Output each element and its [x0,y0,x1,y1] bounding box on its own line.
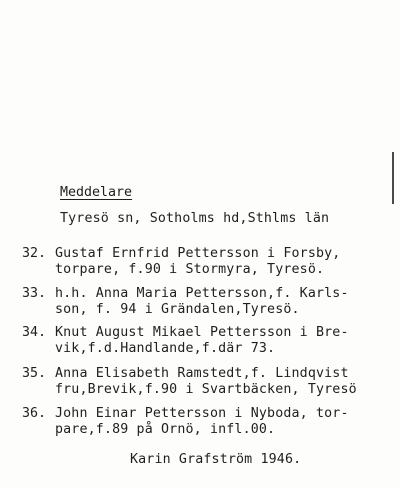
entry-line: fru,Brevik,f.90 i Svartbäcken, Tyresö [55,382,357,397]
entry-line: pare,f.89 på Ornö, infl.00. [55,422,276,437]
entry-number: 36. [22,406,47,421]
entry-number: 35. [22,366,47,381]
entry-number: 34. [22,325,47,340]
entry-line: Anna Elisabeth Ramstedt,f. Lindqvist [55,366,349,381]
entry-line: torpare, f.90 i Stormyra, Tyresö. [55,262,325,277]
entry-line: h.h. Anna Maria Pettersson,f. Karls- [55,286,349,301]
entry-line: vik,f.d.Handlande,f.där 73. [55,341,276,356]
signature: Karin Grafström 1946. [130,452,302,467]
entry-line: son, f. 94 i Grändalen,Tyresö. [55,302,300,317]
entry-number: 32. [22,246,47,261]
entry-line: John Einar Pettersson i Nyboda, tor- [55,406,349,421]
page-title: Meddelare [60,185,133,200]
location-line: Tyresö sn, Sotholms hd,Sthlms län [60,211,330,226]
entry-line: Knut August Mikael Pettersson i Bre- [55,325,349,340]
edge-mark [392,152,394,204]
entry-number: 33. [22,286,47,301]
entry-line: Gustaf Ernfrid Pettersson i Forsby, [55,246,341,261]
